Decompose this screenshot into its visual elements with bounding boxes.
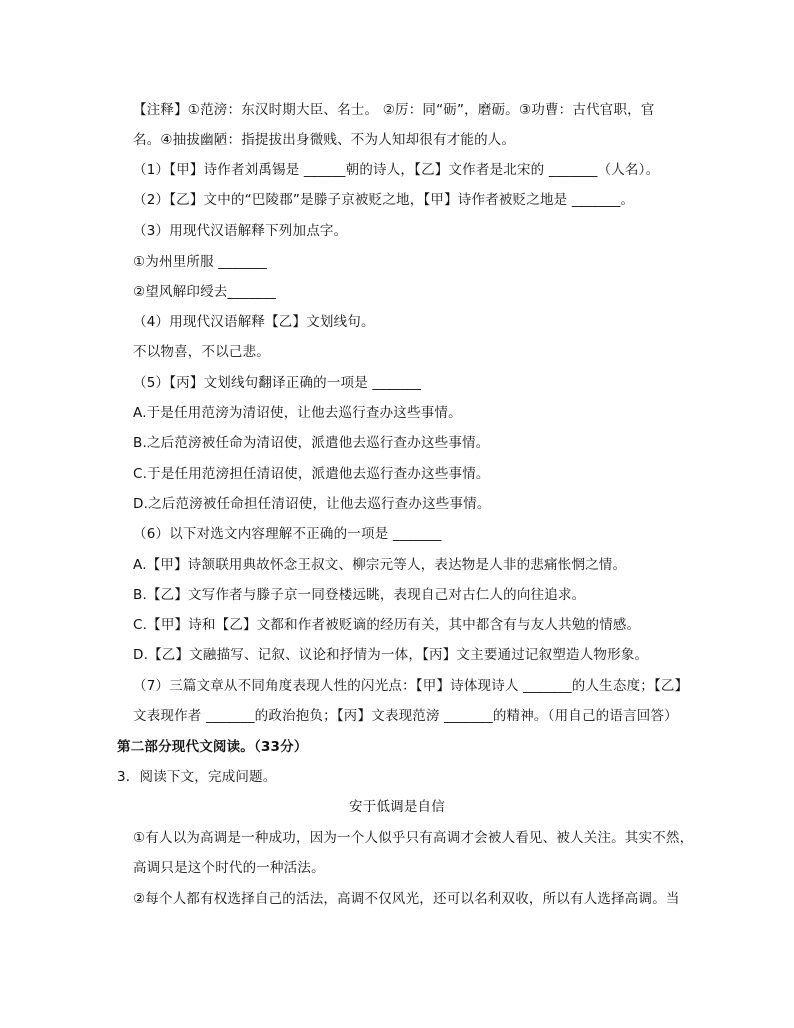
question-6-option-c: C.【甲】诗和【乙】文都和作者被贬谪的经历有关，其中都含有与友人共勉的情感。 — [133, 617, 641, 633]
section-heading: 第二部分现代文阅读。（33分） — [117, 739, 308, 755]
annotation-line-2: 名。④抽拔幽陋：指提拔出身微贱、不为人知却很有才能的人。 — [133, 132, 516, 148]
reading-instruction: 3．阅读下文，完成问题。 — [117, 769, 277, 785]
question-2: （2）【乙】文中的“巴陵郡”是滕子京被贬之地，【甲】诗作者被贬之地是 _______。 — [133, 192, 635, 208]
question-5-option-d: D.之后范滂被任命担任清诏使，让他去巡行查办这些事情。 — [133, 496, 491, 512]
question-5-option-a: A.于是任用范滂为清诏使，让他去巡行查办这些事情。 — [133, 405, 462, 421]
question-6-option-b: B.【乙】文写作者与滕子京一同登楼远眺，表现自己对古仁人的向往追求。 — [133, 587, 586, 603]
article-title: 安于低调是自信 — [349, 799, 445, 815]
question-4-sentence: 不以物喜，不以己悲。 — [133, 344, 270, 360]
question-6-option-a: A.【甲】诗颔联用典故怀念王叔文、柳宗元等人，表达物是人非的悲痛怅惘之情。 — [133, 557, 627, 573]
article-paragraph-2-line-1: ②每个人都有权选择自己的活法，高调不仅风光，还可以名利双收，所以有人选择高调。当 — [133, 891, 680, 907]
annotation-line-1: 【注释】①范滂：东汉时期大臣、名士。 ②厉：同“砺”，磨砺。③功曹：古代官职，官 — [133, 102, 655, 118]
question-6: （6）以下对选文内容理解不正确的一项是 _______ — [133, 526, 442, 542]
article-paragraph-1-line-1: ①有人以为高调是一种成功，因为一个人似乎只有高调才会被人看见、被人关注。其实不然， — [133, 830, 694, 846]
question-4: （4）用现代汉语解释【乙】文划线句。 — [133, 314, 375, 330]
article-paragraph-1-line-2: 高调只是这个时代的一种活法。 — [133, 860, 325, 876]
question-5-option-b: B.之后范滂被任命为清诏使，派遣他去巡行查办这些事情。 — [133, 435, 490, 451]
question-3-item-2: ②望风解印绶去_______ — [133, 284, 277, 300]
question-7-line-1: （7）三篇文章从不同角度表现人性的闪光点：【甲】诗体现诗人 _______的人生态度；【乙】 — [133, 678, 689, 694]
question-7-line-2: 文表现作者 _______的政治抱负；【丙】文表现范滂 _______的精神。（用自己的语言回答） — [133, 708, 678, 724]
question-1: （1）【甲】诗作者刘禹锡是 ______朝的诗人，【乙】文作者是北宋的 _______（人名）。 — [133, 162, 660, 178]
question-5-option-c: C.于是任用范滂担任清诏使，派遣他去巡行查办这些事情。 — [133, 466, 490, 482]
question-5: （5）【丙】文划线句翻译正确的一项是 _______ — [133, 375, 422, 391]
question-3-item-1: ①为州里所服 _______ — [133, 254, 267, 270]
question-3: （3）用现代汉语解释下列加点字。 — [133, 223, 348, 239]
question-6-option-d: D.【乙】文融描写、记叙、议论和抒情为一体，【丙】文主要通过记叙塑造人物形象。 — [133, 647, 649, 663]
